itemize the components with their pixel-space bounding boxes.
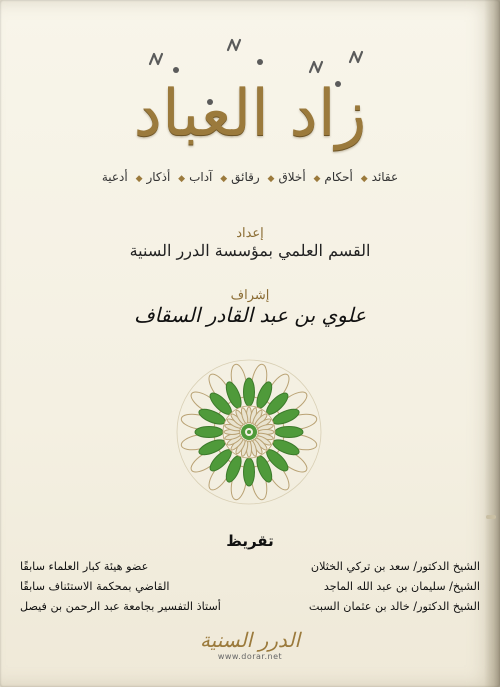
title-block: [0, 18, 500, 153]
separator-diamond-icon: ◆: [135, 174, 143, 184]
book-title: زاد العباد: [133, 77, 367, 151]
prepared-by: القسم العلمي بمؤسسة الدرر السنية: [129, 241, 371, 260]
praise-role: عضو هيئة كبار العلماء سابقًا: [20, 560, 149, 573]
subject-item: أحكام: [324, 170, 353, 184]
publisher-url: www.dorar.net: [217, 652, 283, 661]
rosette-petal: [195, 427, 223, 438]
rosette-petal: [244, 378, 255, 406]
separator-diamond-icon: ◆: [313, 174, 321, 184]
prepared-label: إعداد: [236, 226, 264, 241]
praise-name: الشيخ/ سليمان بن عبد الله الماجد: [323, 580, 480, 593]
subject-item: عقائد: [371, 170, 399, 184]
subject-item: آداب: [189, 170, 213, 184]
praise-role: أستاذ التفسير بجامعة عبد الرحمن بن فيصل: [20, 600, 221, 613]
subject-item: أذكار: [146, 170, 171, 184]
publisher-logo: [0, 628, 500, 661]
rosette-ornament-icon: [174, 357, 324, 507]
cover-hinge-mark: [486, 515, 496, 519]
separator-diamond-icon: ◆: [178, 174, 186, 184]
subject-item: أدعية: [101, 170, 128, 184]
praise-role: القاضي بمحكمة الاستئناف سابقًا: [20, 580, 170, 593]
prepared-block: [0, 226, 500, 260]
separator-diamond-icon: ◆: [267, 174, 275, 184]
praise-name: الشيخ الدكتور/ سعد بن تركي الخثلان: [310, 560, 480, 573]
praise-name: الشيخ الدكتور/ خالد بن عثمان السبت: [308, 600, 480, 613]
praise-title: تقريظ: [226, 532, 274, 550]
subjects-line: [0, 170, 500, 184]
subject-item: أخلاق: [278, 170, 306, 184]
supervision-block: [0, 288, 500, 327]
rosette-petal: [244, 458, 255, 486]
separator-diamond-icon: ◆: [220, 174, 228, 184]
rosette-petal: [275, 427, 303, 438]
supervision-label: إشراف: [230, 288, 270, 303]
praise-row: [20, 580, 480, 596]
subject-item: رقائق: [231, 170, 260, 184]
separator-diamond-icon: ◆: [360, 174, 368, 184]
supervisor-name: علوي بن عبد القادر السقاف: [133, 303, 367, 327]
praise-row: [20, 560, 480, 576]
praise-row: [20, 600, 480, 616]
publisher-name: الدرر السنية: [199, 628, 301, 652]
